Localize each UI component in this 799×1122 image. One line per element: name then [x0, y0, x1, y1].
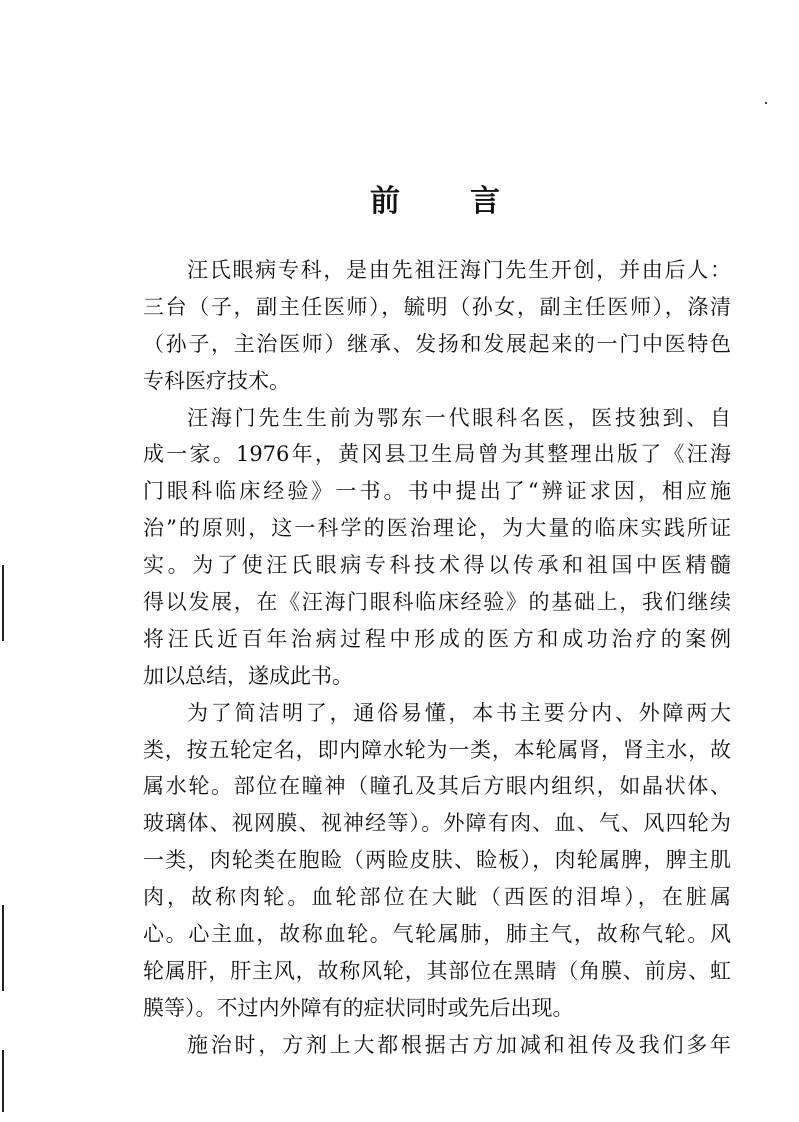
- text-line: 成一家。1976年，黄冈县卫生局曾为其整理出版了《汪海: [143, 442, 731, 467]
- text-line: 门眼科临床经验》一书。书中提出了“辨证求因，相应施: [143, 479, 731, 504]
- text-line: 治”的原则，这一科学的医治理论，为大量的临床实践所证: [143, 516, 731, 541]
- text-line: 专科医疗技术。: [143, 368, 290, 393]
- paragraph: [143, 695, 731, 1027]
- scan-speck: [765, 102, 767, 104]
- text-line: 膜等）。不过内外障有的症状同时或先后出现。: [143, 995, 574, 1020]
- text-line: 轮属肝，肝主风，故称风轮，其部位在黑睛（角膜、前房、虹: [143, 958, 731, 983]
- text-line: 心。心主血，故称血轮。气轮属肺，肺主气，故称气轮。风: [143, 922, 731, 947]
- preface-body: [143, 252, 731, 1064]
- text-line: 得以发展，在《汪海门眼科临床经验》的基础上，我们继续: [143, 590, 731, 615]
- text-line: 汪海门先生生前为鄂东一代眼科名医，医技独到、自: [187, 405, 731, 430]
- title-char: 前: [370, 184, 400, 219]
- text-line: 施治时，方剂上大都根据古方加减和祖传及我们多年: [187, 1032, 731, 1057]
- text-line: 实。为了使汪氏眼病专科技术得以传承和祖国中医精髓: [143, 553, 731, 578]
- text-line: 三台（子，副主任医师），毓明（孙女，副主任医师），涤清: [143, 294, 731, 319]
- text-line: （孙子，主治医师）继承、发扬和发展起来的一门中医特色: [143, 331, 731, 356]
- title-char: 言: [470, 184, 500, 219]
- text-line: 将汪氏近百年治病过程中形成的医方和成功治疗的案例: [143, 626, 731, 651]
- scan-edge-mark: [2, 565, 4, 641]
- text-line: 汪氏眼病专科，是由先祖汪海门先生开创，并由后人：: [187, 258, 731, 282]
- text-line: 为了简洁明了，通俗易懂，本书主要分内、外障两大: [187, 700, 731, 725]
- text-line: 类，按五轮定名，即内障水轮为一类，本轮属肾，肾主水，故: [143, 737, 731, 762]
- paragraph: [143, 400, 731, 695]
- scan-edge-mark: [2, 1050, 4, 1112]
- text-line: 肉，故称肉轮。血轮部位在大眦（西医的泪埠），在脏属: [143, 885, 731, 910]
- text-line: 加以总结，遂成此书。: [143, 663, 353, 688]
- text-line: 一类，肉轮类在胞睑（两睑皮肤、睑板），肉轮属脾，脾主肌: [143, 848, 731, 873]
- text-line: 属水轮。部位在瞳神（瞳孔及其后方眼内组织，如晶状体、: [143, 774, 731, 799]
- paragraph: [143, 252, 731, 400]
- paragraph: [143, 1027, 731, 1064]
- text-line: 玻璃体、视网膜、视神经等）。外障有肉、血、气、风四轮为: [143, 811, 731, 836]
- scan-edge-mark: [2, 905, 4, 991]
- page-title: [0, 176, 799, 219]
